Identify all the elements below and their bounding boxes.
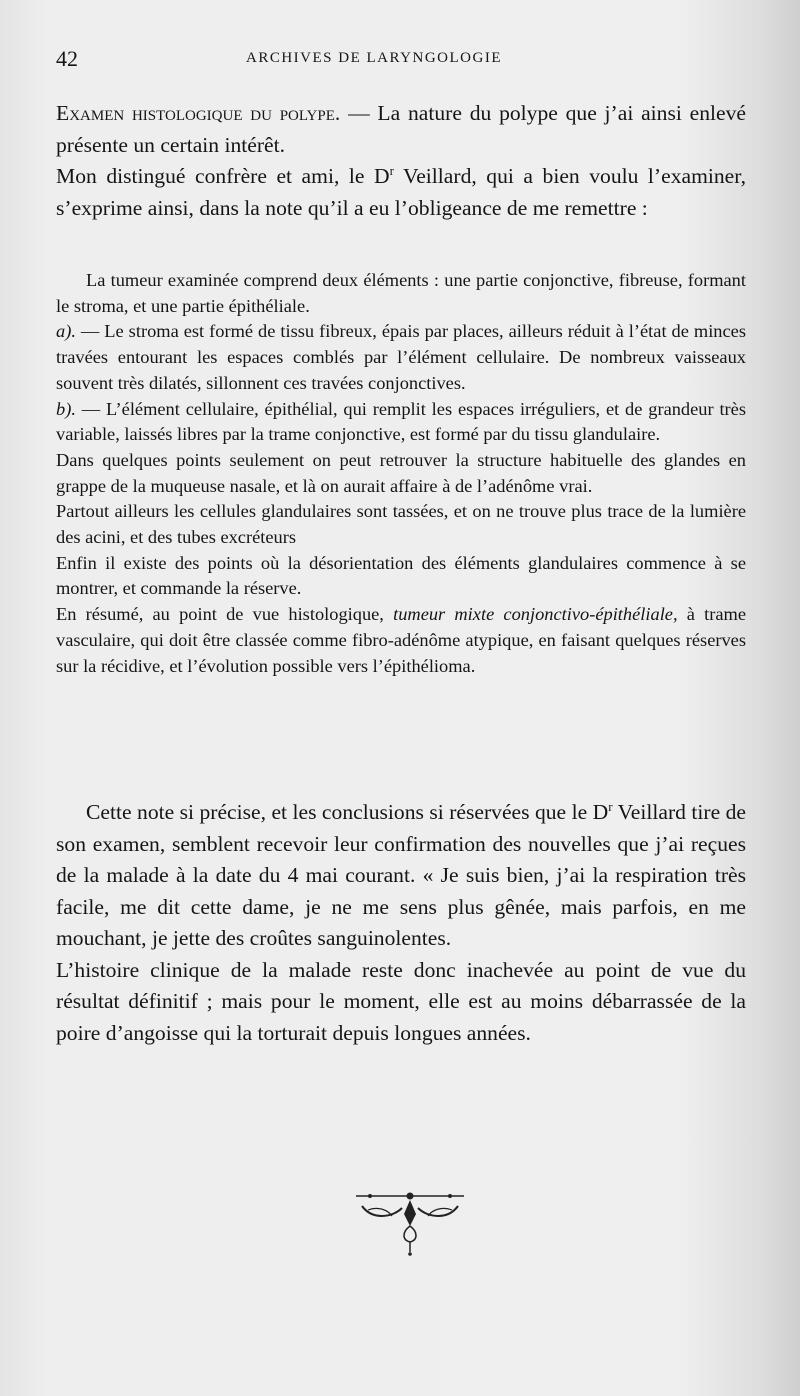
intro-paragraph-1: Examen histologique du polype. — La nature du polype que j’ai ainsi enlevé présente un certain intérêt. — [56, 101, 747, 157]
conclusion-section — [56, 797, 746, 1049]
fleuron-ornament — [350, 1182, 470, 1258]
note-paragraph-6: Enfin il existe des points où la désorientation des éléments glandulaires commence à se montrer, et commande la réserve. — [56, 552, 746, 599]
conclusion-paragraph-2: L’histoire clinique de la malade reste donc inachevée au point de vue du résultat définitif ; mais pour le moment, elle est au moins débarrassée de la poire d’angoisse qui la torturait depuis longues années. — [56, 957, 746, 1045]
running-title: ARCHIVES DE LARYNGOLOGIE — [246, 50, 502, 66]
note-paragraph-b: b). — L’élément cellulaire, épithélial, qui remplit les espaces irréguliers, et de grandeur très variable, laissés libres par la trame conjonctive, est formé par du tissu glandulaire. — [56, 398, 746, 445]
note-paragraph-1: La tumeur examinée comprend deux éléments : une partie conjonctive, fibreuse, formant le stroma, et une partie épithéliale. — [56, 270, 746, 316]
intro-section — [56, 98, 746, 224]
quoted-note — [56, 268, 746, 679]
note-paragraph-a: a). — Le stroma est formé de tissu fibreux, épais par places, ailleurs réduit à l’état de minces travées entourant les espaces comblés par l’élément cellulaire. De nombreux vaisseaux souvent très dilatés, sillonnent ces travées conjonctives. — [56, 321, 746, 393]
conclusion-paragraph-1: Cette note si précise, et les conclusions si réservées que le $D^r$ Veillard tire de son examen, semblent recevoir leur confirmation des nouvelles que j’ai reçues de la malade à la date du 4 mai courant. « Je suis bien, j’ai la respiration très facile, me dit cette dame, je ne me sens plus gênée, mais parfois, en me mouchant, je jette des croûtes sanguinolentes. — [56, 798, 746, 950]
note-paragraph-summary: En résumé, au point de vue histologique, tumeur mixte conjonctivo-épithéliale, à trame vasculaire, qui doit être classée comme fibro-adénôme atypique, en faisant quelques réserves sur la récidive, et l’évolution possible vers l’épithélioma. — [56, 604, 746, 676]
section-heading: Examen histologique du polype. — [56, 101, 341, 125]
intro-paragraph-2: Mon distingué confrère et ami, le $D^r$ Veillard, qui a bien voulu l’examiner, s’exprime ainsi, dans la note qu’il a eu l’obligeance de me remettre : — [56, 162, 746, 220]
page-header — [56, 46, 744, 74]
note-paragraph-4: Dans quelques points seulement on peut retrouver la structure habituelle des glandes en grappe de la muqueuse nasale, et là on aurait affaire à de l’adénôme vrai. — [56, 449, 746, 496]
note-paragraph-5: Partout ailleurs les cellules glandulaires sont tassées, et on ne trouve plus trace de la lumière des acini, et des tubes excréteurs — [56, 501, 746, 548]
page-number: 42 — [56, 46, 78, 71]
